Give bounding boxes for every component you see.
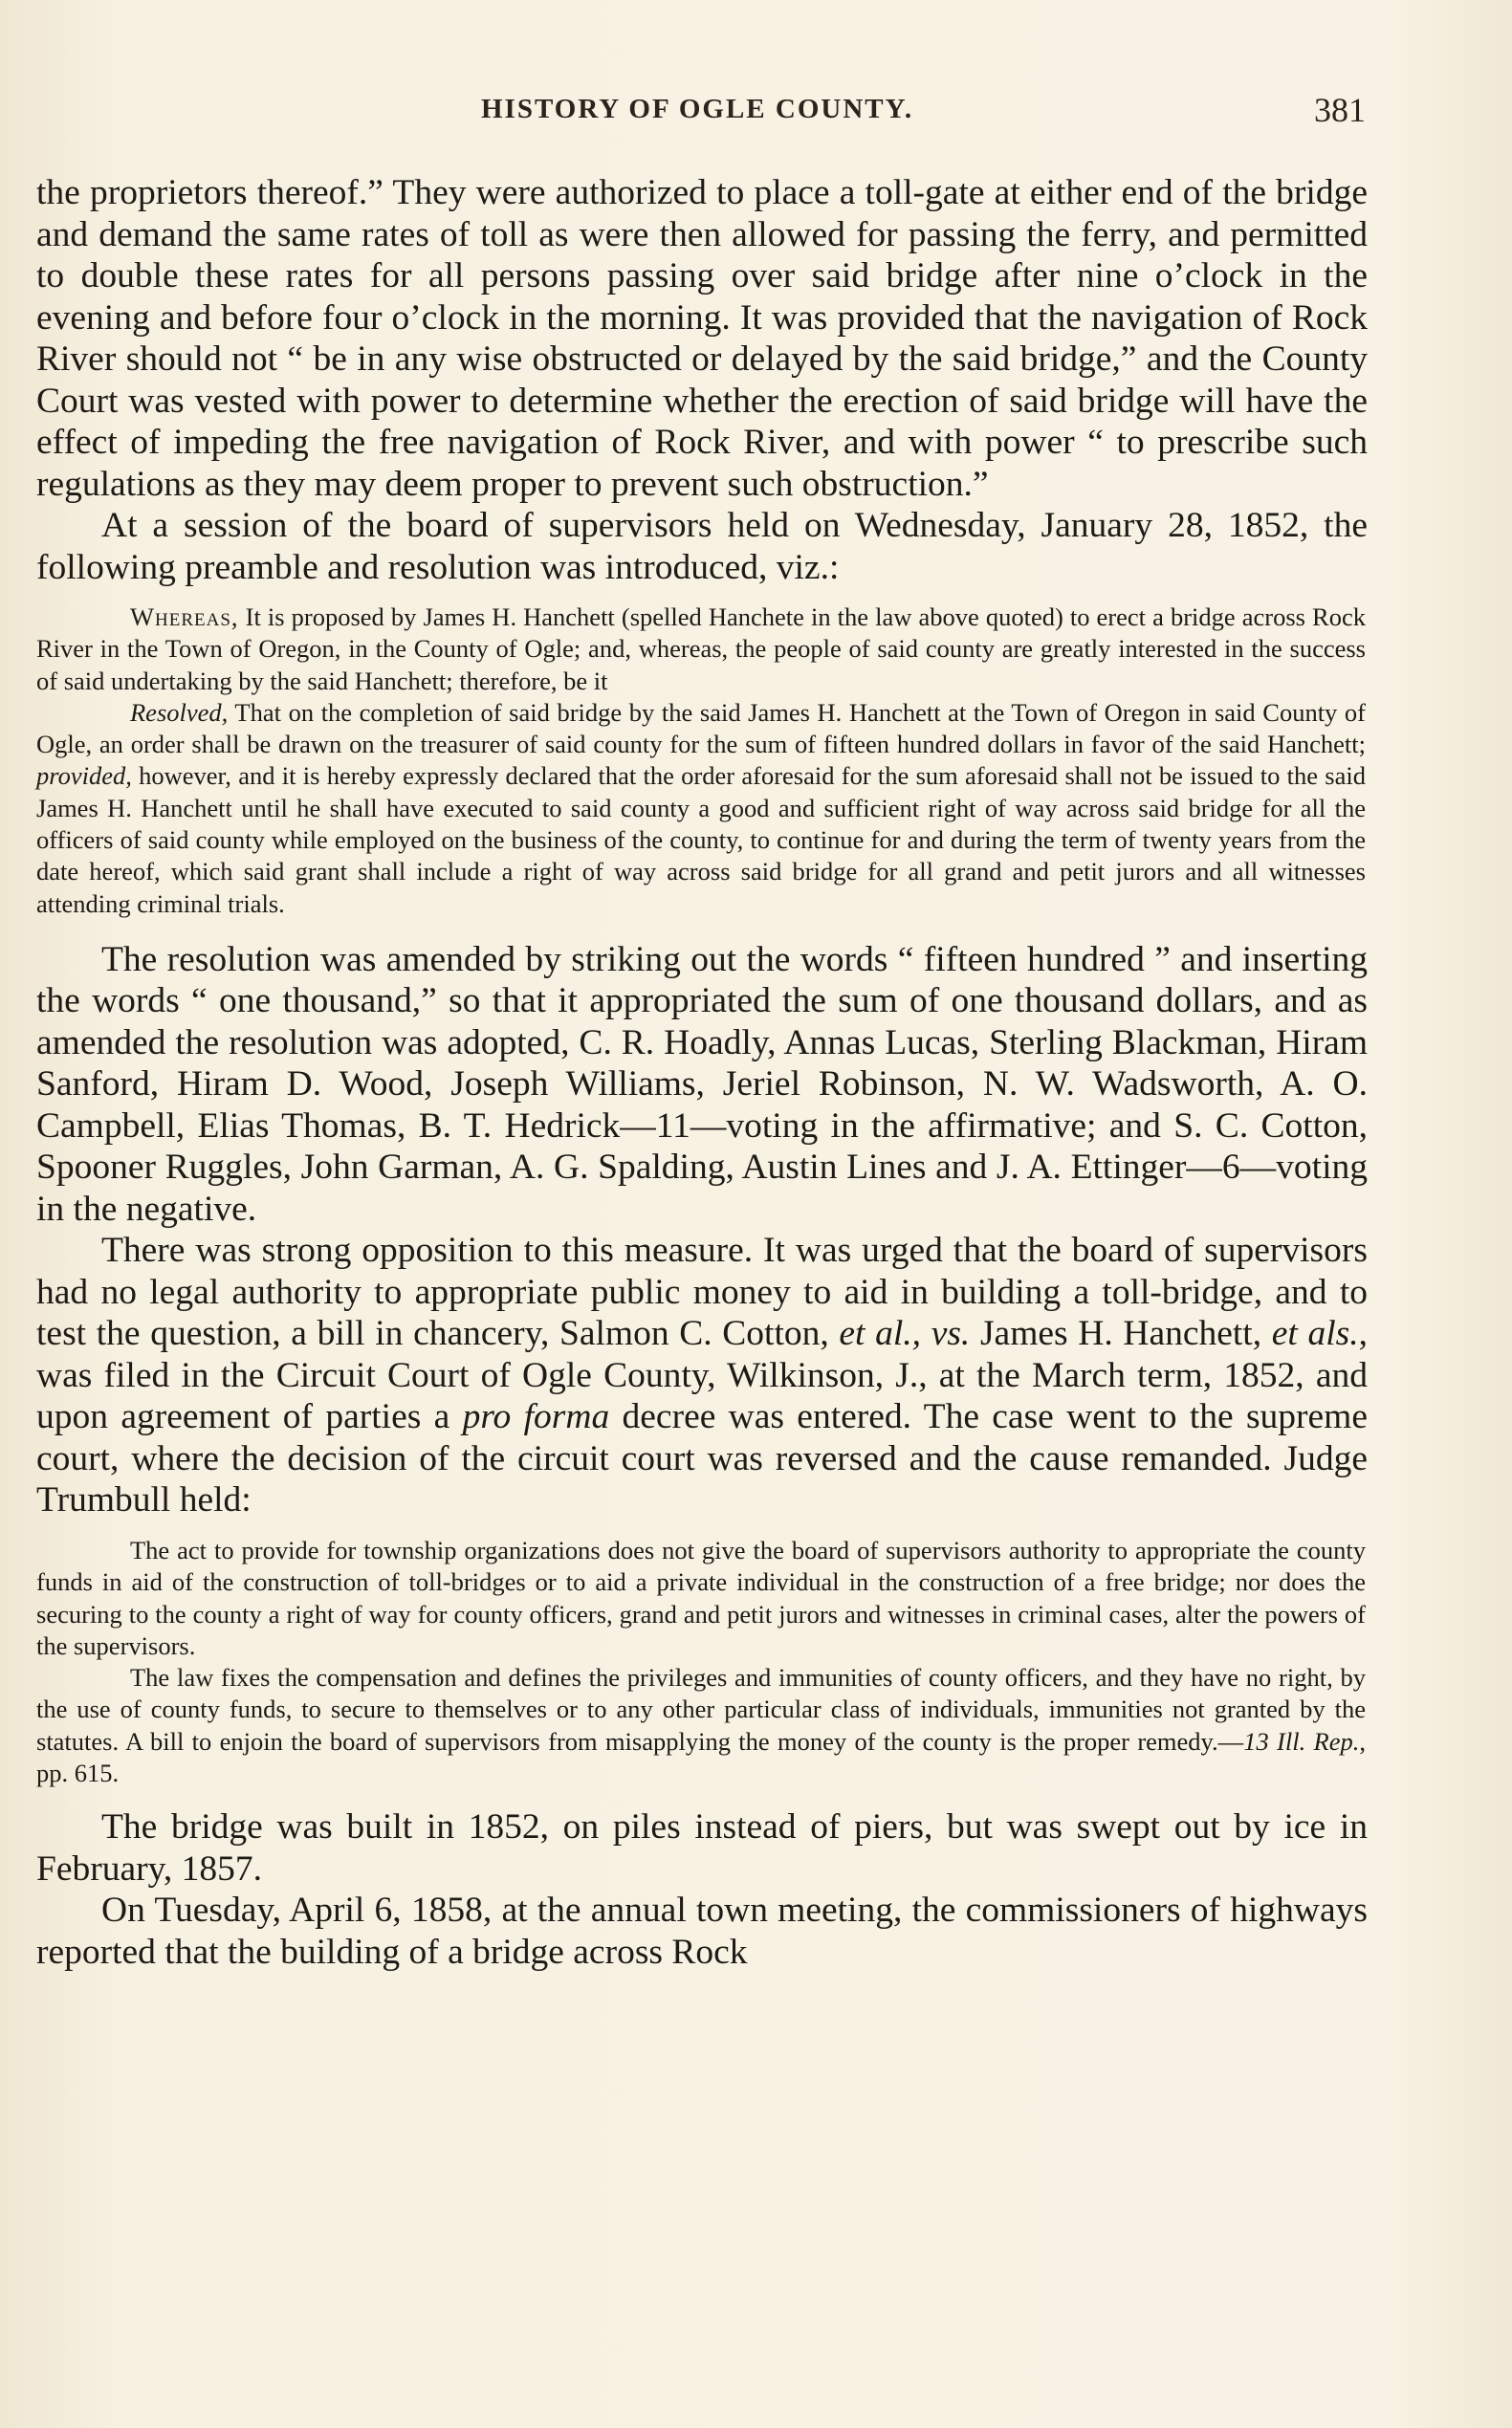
resolved-lead: Resolved, (130, 697, 229, 727)
citation: 13 Ill. Rep. (1243, 1726, 1360, 1756)
resolution-text-b: however, and it is hereby expressly declared that the order aforesaid for the sum aforesaid shall not be issued to the said James H. Hanchett until he shall have executed to said county a good and sufficient right of way across said bridge for all the officers of said county while employed on the business of the county, to continue for and during the term of twenty years from the date hereof, which said grant shall include a right of way across said bridge for all grand and petit jurors and all witnesses attending criminal trials. (36, 761, 1366, 918)
case-et-al: et al., vs. (839, 1314, 971, 1354)
opposition-text-a: There was strong opposition to this measure. It was urged that the board of supervisors had no legal authority to appropriate public money to aid in building a toll-bridge, and to test the question, a bill in chancery, Salmon C. Cotton, (36, 1231, 1368, 1354)
page-body (36, 172, 1368, 1973)
opposition-text-c: , was filed in the Circuit Court of Ogle County, Wilkinson, J., at the March term, 1852, and upon agreement of parties a (36, 1314, 1368, 1437)
resolution-text-a: That on the completion of said bridge by the said James H. Hanchett at the Town of Oregon in said County of Ogle, an order shall be drawn on the treasurer of said county for the sum of fifteen hundred dollars in favor of the said Hanchett; (36, 697, 1366, 759)
opposition-text-b: James H. Hanchett, (970, 1314, 1272, 1354)
paragraph-bridge-built: The bridge was built in 1852, on piles instead of piers, but was swept out by ice in February, 1857. (36, 1807, 1368, 1889)
whereas-lead: Whereas, (130, 602, 239, 631)
running-title: HISTORY OF OGLE COUNTY. (481, 94, 914, 124)
opposition-text-d: decree was entered. The case went to the supreme court, where the decision of the circuit court was reversed and the cause remanded. Judge Trumbull held: (36, 1397, 1369, 1520)
provided-word: provided, (36, 761, 132, 791)
case-et-als: et als. (1271, 1314, 1359, 1354)
paragraph-town-meeting: On Tuesday, April 6, 1858, at the annual town meeting, the commissioners of highways reported that the building of a bridge across Rock (36, 1891, 1368, 1972)
page-number: 381 (1314, 91, 1366, 129)
paragraph-opposition (36, 1230, 1368, 1521)
holding-text-b: , pp. 615. (36, 1726, 1366, 1788)
holding-text-a: The law fixes the compensation and defines the privileges and immunities of county officers, and they have no right, by the use of county funds, to secure to themselves or to any other particular class of individuals, immunities not granted by the statutes. A bill to enjoin the board of supervisors from misapplying the money of the county is the proper remedy.— (36, 1663, 1366, 1756)
pro-forma: pro forma (462, 1397, 610, 1437)
quote-preamble (36, 602, 1368, 697)
quote-court-holding-2 (36, 1662, 1368, 1789)
paragraph-amendment-vote: The resolution was amended by striking out the words “ fifteen hundred ” and inserting the words “ one thousand,” so that it appropriated the sum of one thousand dollars, and as amended the resolution was adopted, C. R. Hoadly, Annas Lucas, Sterling Blackman, Hiram Sanford, Hiram D. Wood, Joseph Williams, Jeriel Robinson, N. W. Wadsworth, A. O. Campbell, Elias Thomas, B. T. Hedrick—11—voting in the affirmative; and S. C. Cotton, Spooner Ruggles, John Garman, A. G. Spalding, Austin Lines and J. A. Ettinger—6—voting in the negative. (36, 939, 1368, 1229)
quote-resolution (36, 697, 1368, 920)
page-header (36, 88, 1366, 134)
quote-court-holding-1: The act to provide for township organizations does not give the board of supervisors authority to appropriate the county funds in aid of the construction of toll-bridges or to aid a private individual in the construction of a free bridge; nor does the securing to the county a right of way for county officers, grand and petit jurors and witnesses in criminal cases, alter the powers of the supervisors. (36, 1535, 1366, 1660)
preamble-text: It is proposed by James H. Hanchett (spelled Hanchete in the law above quoted) to erect a bridge across Rock River in the Town of Oregon, in the County of Ogle; and, whereas, the people of said county are greatly interested in the success of said undertaking by the said Hanchett; therefore, be it (36, 602, 1366, 695)
paragraph-board-session: At a session of the board of supervisors held on Wednesday, January 28, 1852, the following preamble and resolution was introduced, viz.: (36, 506, 1368, 587)
paragraph-continuation: the proprietors thereof.” They were authorized to place a toll-gate at either end of the bridge and demand the same rates of toll as were then allowed for passing the ferry, and permitted to double these rates for all persons passing over said bridge after nine o’clock in the evening and before four o’clock in the morning. It was provided that the navigation of Rock River should not “ be in any wise obstructed or delayed by the said bridge,” and the County Court was vested with power to determine whether the erection of said bridge will have the effect of impeding the free navigation of Rock River, and with power “ to prescribe such regulations as they may deem proper to prevent such obstruction.” (36, 173, 1368, 504)
